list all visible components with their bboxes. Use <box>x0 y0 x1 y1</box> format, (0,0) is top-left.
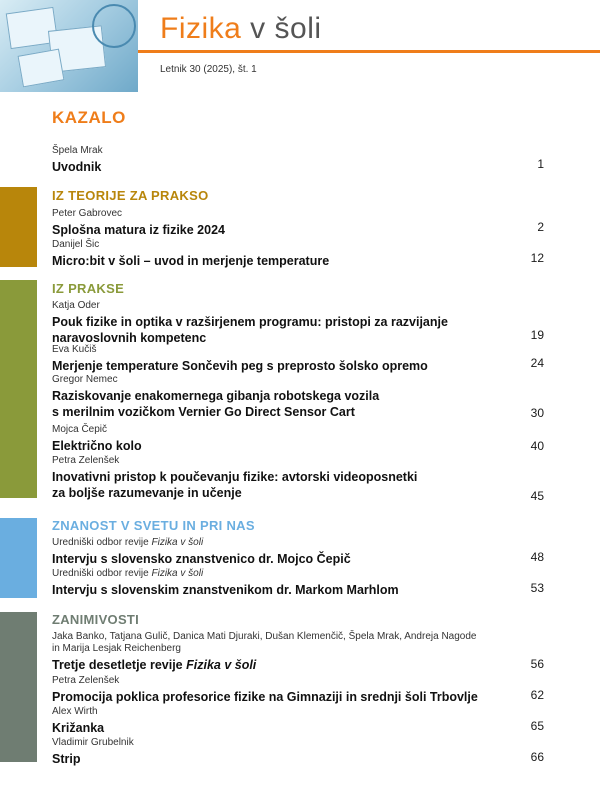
toc-entry[interactable] <box>52 737 544 767</box>
header-rule <box>138 50 600 53</box>
entry-author-journal: Fizika v šoli <box>151 537 204 548</box>
toc-entry[interactable] <box>52 631 544 673</box>
entry-author-prefix: Uredniški odbor revije <box>52 568 152 579</box>
entry-title-line2: s merilnim vozičkom Vernier Go Direct Sensor Cart <box>52 405 355 419</box>
entry-page: 12 <box>530 251 544 265</box>
section-bar-teorija <box>0 187 37 267</box>
entry-author <box>52 537 544 549</box>
toc-entry[interactable] <box>52 344 544 374</box>
entry-page: 1 <box>537 157 544 171</box>
entry-author: Danijel Šic <box>52 239 100 250</box>
section-title-teorija: IZ TEORIJE ZA PRAKSO <box>52 188 209 203</box>
entry-title <box>52 657 544 673</box>
entry-page: 65 <box>530 719 544 733</box>
entry-author: Špela Mrak <box>52 145 103 156</box>
entry-title-line2: naravoslovnih kompetenc <box>52 331 207 345</box>
entry-title: Intervju s slovenskim znanstvenikom dr. Markom Marhlom <box>52 583 399 597</box>
entry-title: Intervju s slovensko znanstvenico dr. Mojco Čepič <box>52 552 351 566</box>
entry-author-line1: Jaka Banko, Tatjana Gulič, Danica Mati Djuraki, Dušan Klemenčič, Špela Mrak, Andreja Nagode <box>52 631 477 642</box>
cover-image <box>0 0 138 92</box>
toc-entry[interactable] <box>52 424 544 454</box>
entry-page: 62 <box>530 688 544 702</box>
entry-title: Micro:bit v šoli – uvod in merjenje temperature <box>52 254 330 268</box>
toc-entry[interactable] <box>52 675 544 705</box>
section-bar-zanimivosti <box>0 612 37 762</box>
entry-author-line2: in Marija Lesjak Reichenberg <box>52 643 181 654</box>
entry-title: Križanka <box>52 721 105 735</box>
entry-author-journal: Fizika v šoli <box>151 568 204 579</box>
section-title-znanost: ZNANOST V SVETU IN PRI NAS <box>52 518 255 533</box>
entry-page: 40 <box>530 439 544 453</box>
toc-entry[interactable] <box>52 208 544 238</box>
entry-page: 66 <box>530 750 544 764</box>
entry-author: Petra Zelenšek <box>52 455 120 466</box>
entry-author: Petra Zelenšek <box>52 675 120 686</box>
section-title-praksa: IZ PRAKSE <box>52 281 125 296</box>
entry-author: Katja Oder <box>52 300 100 311</box>
entry-author: Alex Wirth <box>52 706 98 717</box>
entry-title: Merjenje temperature Sončevih peg s preprosto šolsko opremo <box>52 359 428 373</box>
entry-author <box>52 568 544 580</box>
entry-page: 48 <box>530 550 544 564</box>
entry-title-prefix: Tretje desetletje revije <box>52 658 187 672</box>
entry-title-line1: Inovativni pristop k poučevanju fizike: avtorski videoposnetki <box>52 470 418 484</box>
entry-page: 56 <box>530 657 544 671</box>
entry-author: Gregor Nemec <box>52 374 118 385</box>
toc-entry[interactable] <box>52 374 544 420</box>
section-title-zanimivosti: ZANIMIVOSTI <box>52 612 140 627</box>
entry-title-line2: za boljše razumevanje in učenje <box>52 486 242 500</box>
issue-info: Letnik 30 (2025), št. 1 <box>160 64 257 75</box>
entry-title-journal: Fizika v šoli <box>186 658 257 672</box>
toc-entry[interactable] <box>52 455 544 501</box>
entry-author: Eva Kučiš <box>52 344 97 355</box>
entry-title: Splošna matura iz fizike 2024 <box>52 223 225 237</box>
journal-title-part2: v šoli <box>241 12 322 45</box>
entry-author-prefix: Uredniški odbor revije <box>52 537 152 548</box>
toc-entry[interactable] <box>52 300 544 346</box>
toc-entry[interactable] <box>52 706 544 736</box>
entry-title-line1: Pouk fizike in optika v razširjenem programu: pristopi za razvijanje <box>52 315 448 329</box>
entry-page: 30 <box>530 406 544 420</box>
entry-title: Promocija poklica profesorice fizike na Gimnaziji in srednji šoli Trbovlje <box>52 690 478 704</box>
toc-entry-intro[interactable] <box>52 145 544 175</box>
entry-page: 45 <box>530 489 544 503</box>
journal-title-part1: Fizika <box>160 12 242 45</box>
entry-title-line1: Raziskovanje enakomernega gibanja robotskega vozila <box>52 389 380 403</box>
toc-entry[interactable] <box>52 239 544 269</box>
entry-author: Vladimir Grubelnik <box>52 737 134 748</box>
toc-heading: KAZALO <box>52 108 126 127</box>
entry-title: Električno kolo <box>52 439 142 453</box>
entry-author: Peter Gabrovec <box>52 208 123 219</box>
entry-page: 19 <box>530 328 544 342</box>
journal-title <box>160 12 322 46</box>
toc-entry[interactable] <box>52 537 544 567</box>
entry-title: Uvodnik <box>52 160 102 174</box>
entry-title: Strip <box>52 752 81 766</box>
entry-page: 53 <box>530 581 544 595</box>
section-bar-praksa <box>0 280 37 498</box>
toc-entry[interactable] <box>52 568 544 598</box>
section-bar-znanost <box>0 518 37 598</box>
entry-author: Mojca Čepič <box>52 424 108 435</box>
entry-page: 2 <box>537 220 544 234</box>
entry-page: 24 <box>530 356 544 370</box>
